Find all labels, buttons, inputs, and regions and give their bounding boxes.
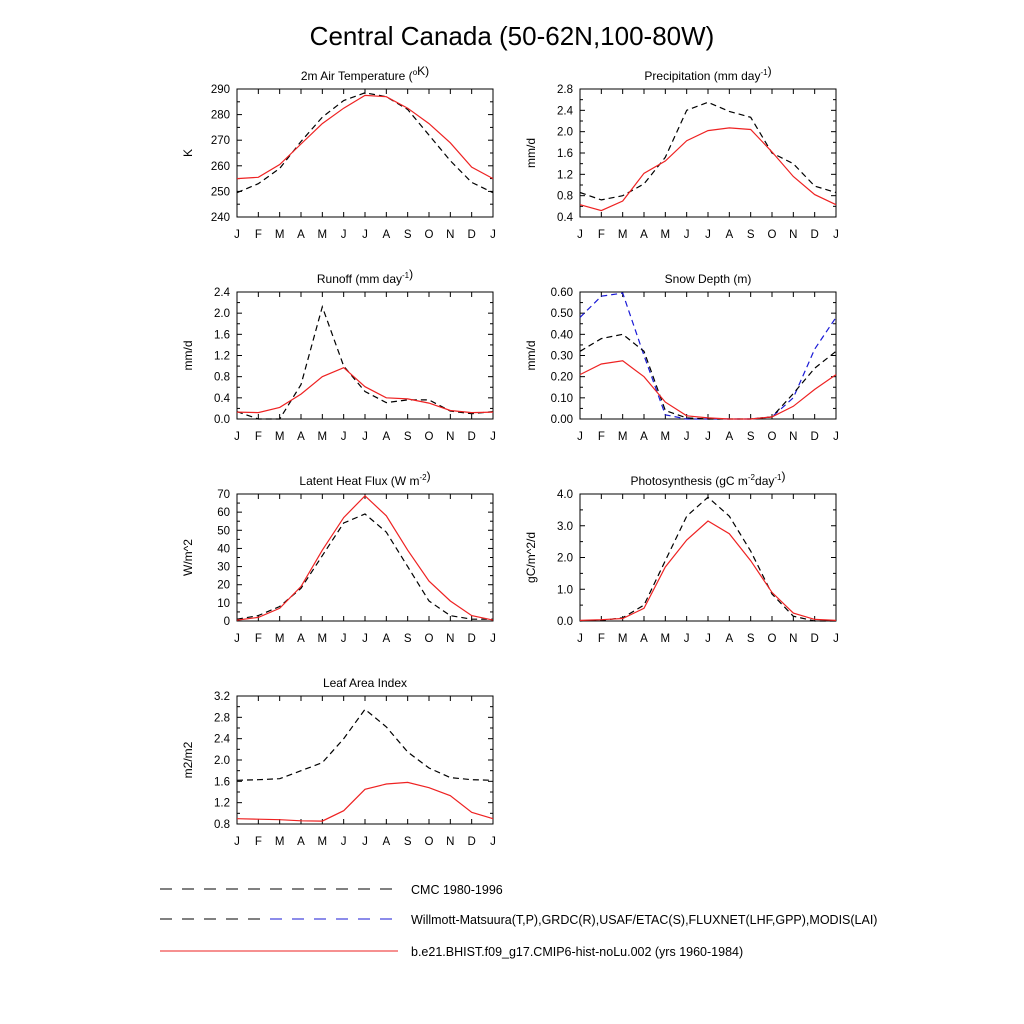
y-tick-label: 270: [210, 135, 230, 148]
legend-item-cmc: [160, 883, 503, 897]
y-tick-label: 1.2: [214, 797, 230, 810]
y-tick-label: 0.0: [557, 616, 573, 628]
x-tick-label: N: [446, 633, 455, 645]
y-tick-label: 3.2: [214, 691, 230, 703]
x-tick-label: M: [274, 431, 285, 443]
x-tick-label: M: [317, 836, 328, 848]
x-tick-label: S: [746, 229, 755, 241]
y-tick-label: 0.40: [550, 329, 573, 342]
x-tick-label: F: [254, 633, 262, 645]
y-tick-label: 0.8: [214, 819, 230, 831]
y-tick-label: 250: [210, 186, 230, 199]
x-tick-label: J: [683, 229, 690, 241]
x-tick-label: D: [467, 431, 476, 443]
x-tick-label: D: [810, 229, 819, 241]
x-tick-label: M: [317, 431, 328, 443]
panel-snow: [524, 272, 839, 443]
x-tick-label: J: [490, 836, 496, 848]
y-tick-label: 1.0: [557, 584, 573, 597]
x-tick-label: J: [577, 633, 583, 645]
y-tick-label: 50: [217, 525, 230, 538]
plot-frame: [237, 494, 493, 621]
y-tick-label: 2.0: [214, 755, 230, 767]
x-tick-label: M: [274, 633, 285, 645]
panel-title: 2m Air Temperature ($^o$K): [300, 64, 430, 83]
x-tick-label: J: [362, 836, 368, 848]
x-tick-label: J: [234, 633, 240, 645]
y-tick-label: 0.8: [214, 371, 230, 384]
y-tick-label: 1.2: [557, 169, 573, 182]
x-tick-label: J: [705, 229, 711, 241]
x-tick-label: M: [617, 229, 628, 241]
x-tick-label: M: [317, 229, 328, 241]
x-tick-label: A: [382, 229, 391, 241]
y-tick-label: 0.30: [550, 350, 573, 363]
x-tick-label: O: [424, 633, 434, 645]
panel-title: Leaf Area Index: [322, 676, 408, 690]
x-tick-label: M: [660, 633, 671, 645]
panel-title: Snow Depth (m): [664, 272, 752, 286]
y-axis-label: mm/d: [524, 340, 538, 371]
panel-runoff: [181, 267, 496, 443]
y-tick-label: 0.10: [550, 392, 573, 405]
y-axis-label: gC/m^2/d: [524, 532, 538, 583]
x-tick-label: O: [424, 431, 434, 443]
x-tick-label: A: [297, 431, 305, 443]
x-tick-label: J: [683, 431, 690, 443]
panel-gpp: [524, 469, 839, 645]
panel-lai: [181, 676, 496, 848]
panels: [181, 64, 839, 848]
plot-frame: [237, 292, 493, 419]
x-tick-label: M: [617, 431, 628, 443]
x-tick-label: J: [234, 836, 240, 848]
x-tick-label: O: [767, 229, 777, 241]
x-tick-label: F: [597, 431, 605, 443]
y-tick-label: 0.4: [557, 212, 573, 224]
panel-title: Photosynthesis (gC $m^{-2}day^{-1}$): [630, 469, 786, 488]
x-tick-label: D: [467, 836, 476, 848]
y-tick-label: 1.6: [214, 329, 230, 342]
x-tick-label: J: [362, 431, 368, 443]
x-tick-label: S: [403, 431, 412, 443]
x-tick-label: A: [640, 633, 648, 645]
series-line-obs: [237, 709, 493, 780]
series-line-model: [580, 521, 836, 620]
y-axis-label: mm/d: [181, 340, 195, 371]
legend-item-obs: [160, 913, 877, 927]
x-tick-label: F: [254, 229, 262, 241]
panel-title: Latent Heat Flux (W $m^{-2}$): [299, 469, 431, 488]
y-tick-label: 0.0: [214, 414, 230, 426]
plot-frame: [237, 89, 493, 217]
x-tick-label: J: [234, 229, 240, 241]
x-tick-label: M: [660, 229, 671, 241]
x-tick-label: J: [340, 431, 347, 443]
plot-frame: [580, 494, 836, 621]
x-tick-label: D: [810, 633, 819, 645]
x-tick-label: J: [833, 229, 839, 241]
plot-frame: [580, 292, 836, 419]
y-tick-label: 0.8: [557, 190, 573, 203]
x-tick-label: J: [705, 633, 711, 645]
x-tick-label: J: [490, 229, 496, 241]
x-tick-label: A: [725, 229, 734, 241]
x-tick-label: M: [660, 431, 671, 443]
series-line-model: [237, 368, 493, 413]
y-tick-label: 2.0: [557, 126, 573, 139]
x-tick-label: A: [382, 633, 391, 645]
x-tick-label: M: [274, 836, 285, 848]
panel-tsa: [181, 64, 496, 241]
series-line-model: [580, 361, 836, 419]
y-tick-label: 2.4: [214, 287, 230, 299]
series-line-obs2: [580, 293, 836, 419]
x-tick-label: A: [725, 633, 734, 645]
y-tick-label: 20: [217, 579, 230, 592]
y-axis-label: mm/d: [524, 138, 538, 168]
x-tick-label: M: [317, 633, 328, 645]
x-tick-label: A: [297, 229, 305, 241]
y-tick-label: 260: [210, 160, 230, 173]
x-tick-label: M: [274, 229, 285, 241]
x-tick-label: J: [340, 633, 347, 645]
panel-prec: [524, 64, 839, 241]
x-tick-label: N: [789, 229, 798, 241]
x-tick-label: O: [424, 836, 434, 848]
x-tick-label: A: [640, 431, 648, 443]
y-tick-label: 2.0: [214, 308, 230, 321]
legend-item-model: [160, 945, 743, 959]
x-tick-label: J: [340, 836, 347, 848]
y-tick-label: 40: [217, 543, 230, 556]
y-tick-label: 0.00: [550, 414, 573, 426]
x-tick-label: D: [467, 229, 476, 241]
x-tick-label: J: [234, 431, 240, 443]
y-tick-label: 30: [217, 561, 230, 574]
series-line-obs: [580, 102, 836, 200]
y-tick-label: 1.6: [557, 148, 573, 160]
series-line-obs: [580, 497, 836, 621]
x-tick-label: J: [577, 431, 583, 443]
series-line-obs: [237, 307, 493, 419]
x-tick-label: A: [382, 431, 391, 443]
y-tick-label: 60: [217, 507, 230, 520]
x-tick-label: J: [362, 633, 368, 645]
y-tick-label: 10: [217, 597, 230, 610]
series-line-model: [237, 95, 493, 178]
x-tick-label: A: [297, 633, 305, 645]
y-axis-label: m2/m2: [181, 741, 195, 779]
x-tick-label: N: [789, 633, 798, 645]
x-tick-label: S: [403, 229, 412, 241]
x-tick-label: J: [577, 229, 583, 241]
y-tick-label: 0.60: [550, 287, 573, 299]
legend: [160, 883, 877, 959]
x-tick-label: J: [833, 431, 839, 443]
y-tick-label: 2.8: [557, 84, 573, 96]
plot-frame: [580, 89, 836, 217]
series-line-model: [580, 128, 836, 211]
x-tick-label: F: [597, 229, 605, 241]
x-tick-label: J: [490, 633, 496, 645]
y-tick-label: 2.8: [214, 712, 230, 725]
x-tick-label: D: [810, 431, 819, 443]
x-tick-label: S: [403, 633, 412, 645]
legend-label: CMC 1980-1996: [411, 883, 503, 897]
y-tick-label: 2.4: [557, 105, 573, 118]
x-tick-label: S: [403, 836, 412, 848]
x-tick-label: N: [446, 229, 455, 241]
x-tick-label: M: [617, 633, 628, 645]
y-tick-label: 70: [217, 489, 230, 501]
x-tick-label: O: [424, 229, 434, 241]
series-line-obs: [237, 93, 493, 193]
x-tick-label: F: [597, 633, 605, 645]
y-tick-label: 240: [210, 212, 230, 224]
y-tick-label: 290: [210, 84, 230, 96]
x-tick-label: J: [490, 431, 496, 443]
y-tick-label: 280: [210, 109, 230, 122]
y-tick-label: 0: [223, 616, 230, 628]
y-tick-label: 1.6: [214, 776, 230, 789]
legend-label: b.e21.BHIST.f09_g17.CMIP6-hist-noLu.002 (yrs 1960-1984): [411, 945, 744, 959]
y-tick-label: 4.0: [557, 489, 573, 501]
y-tick-label: 2.0: [557, 552, 573, 565]
x-tick-label: N: [446, 431, 455, 443]
y-tick-label: 1.2: [214, 350, 230, 363]
y-tick-label: 0.20: [550, 371, 573, 384]
x-tick-label: A: [725, 431, 734, 443]
y-tick-label: 0.4: [214, 392, 230, 405]
x-tick-label: D: [467, 633, 476, 645]
plot-frame: [237, 696, 493, 824]
y-axis-label: W/m^2: [181, 539, 195, 576]
series-line-model: [237, 782, 493, 821]
panel-title: Precipitation (mm day$^{-1}$): [644, 64, 772, 83]
figure-title: Central Canada (50-62N,100-80W): [309, 21, 715, 51]
x-tick-label: S: [746, 633, 755, 645]
x-tick-label: A: [297, 836, 305, 848]
x-tick-label: S: [746, 431, 755, 443]
panel-title: Runoff (mm day$^{-1}$): [316, 267, 414, 286]
x-tick-label: J: [340, 229, 347, 241]
x-tick-label: N: [446, 836, 455, 848]
y-tick-label: 2.4: [214, 733, 230, 746]
x-tick-label: F: [254, 836, 262, 848]
legend-label: Willmott-Matsuura(T,P),GRDC(R),USAF/ETAC(S),FLUXNET(LHF,GPP),MODIS(LAI): [411, 913, 878, 927]
x-tick-label: J: [683, 633, 690, 645]
y-axis-label: K: [181, 148, 195, 158]
x-tick-label: N: [789, 431, 798, 443]
x-tick-label: O: [767, 633, 777, 645]
y-tick-label: 3.0: [557, 520, 573, 533]
x-tick-label: J: [833, 633, 839, 645]
x-tick-label: J: [362, 229, 368, 241]
x-tick-label: J: [705, 431, 711, 443]
x-tick-label: F: [254, 431, 262, 443]
x-tick-label: A: [382, 836, 391, 848]
panel-lhf: [181, 469, 496, 645]
y-tick-label: 0.50: [550, 308, 573, 321]
x-tick-label: A: [640, 229, 648, 241]
series-line-obs: [580, 334, 836, 419]
x-tick-label: O: [767, 431, 777, 443]
